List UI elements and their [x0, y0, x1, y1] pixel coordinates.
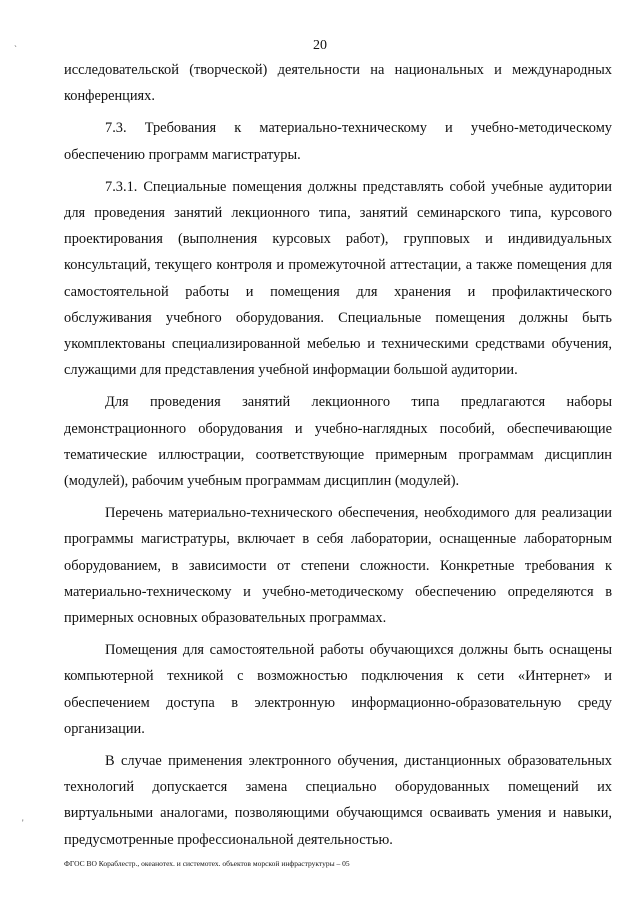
paragraph-self-study-rooms: Помещения для самостоятельной работы обучающихся должны быть оснащены компьютерной техникой с возможностью подключения к сети «Интернет» и обеспечением доступа в электронную информационно-образовательную среду организации.: [64, 642, 612, 737]
page-footer: ФГОС ВО Кораблестр., океанотех. и системотех. объектов морской инфраструктуры – 05: [64, 859, 350, 868]
paragraph-e-learning: В случае применения электронного обучения, дистанционных образовательных технологий допускается замена специально оборудованных помещений их виртуальными аналогами, позволяющими обучающимся осваивать умения и навыки, предусмотренные профессиональной деятельностью.: [64, 753, 612, 848]
paragraph-continuation: исследовательской (творческой) деятельности на национальных и международных конференциях.: [64, 62, 612, 105]
paragraph-7-3-1: 7.3.1. Специальные помещения должны представлять собой учебные аудитории для проведения занятий лекционного типа, занятий семинарского типа, курсового проектирования (выполнения курсовых работ), групповых и индивидуальных консультаций, текущего контроля и промежуточной аттестации, а также помещения для самостоятельной работы и помещения для хранения и профилактического обслуживания учебного оборудования. Специальные помещения должны быть укомплектованы специализированной мебелью и техническими средствами обучения, служащими для представления учебной информации большой аудитории.: [64, 178, 612, 379]
section-heading-7-3: 7.3. Требования к материально-техническому и учебно-методическому обеспечению программ магистратуры.: [64, 120, 612, 163]
paragraph-lecture-equipment: Для проведения занятий лекционного типа предлагаются наборы демонстрационного оборудования и учебно-наглядных пособий, обеспечивающие тематические иллюстрации, соответствующие примерным программам дисциплин (модулей), рабочим учебным программам дисциплин (модулей).: [64, 394, 612, 490]
paragraph-equipment-list: Перечень материально-технического обеспечения, необходимого для реализации программы магистратуры, включает в себя лаборатории, оснащенные лабораторным оборудованием, в зависимости от степени сложности. Конкретные требования к материально-техническому и учебно-методическому обеспечению определяются в примерных основных образовательных программах.: [64, 505, 612, 627]
scan-mark: `: [14, 44, 17, 54]
page-number: 20: [313, 38, 327, 53]
body-text: [64, 57, 612, 859]
scan-mark: ': [22, 818, 24, 828]
